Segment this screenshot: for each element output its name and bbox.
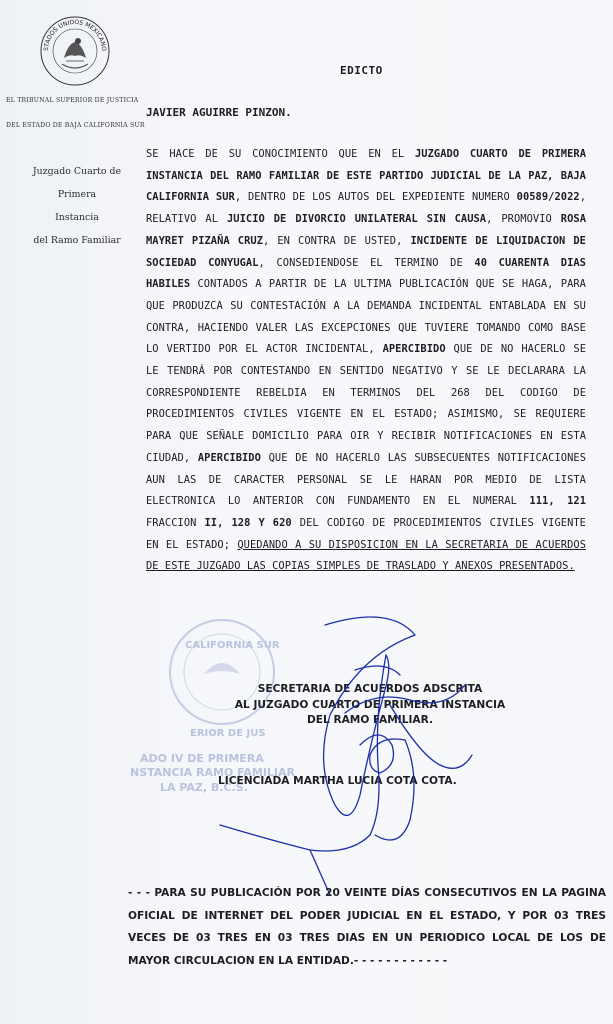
margin-line: del Ramo Familiar	[33, 235, 121, 246]
court-name-line-2: DEL ESTADO DE BAJA CALIFORNIA SUR	[6, 122, 145, 129]
margin-line: Primera	[57, 189, 97, 200]
body-text: , RELATIVO AL	[146, 191, 587, 226]
warning-word: APERCIBIDO	[197, 451, 261, 464]
addressee: JAVIER AGUIRRE PINZON.	[146, 106, 292, 119]
sign-line: AL JUZGADO CUARTO DE PRIMERA INSTANCIA	[234, 698, 506, 711]
stamp-text: ADO IV DE PRIMERA	[140, 752, 264, 765]
body-text: , EN CONTRA DE USTED,	[263, 234, 411, 247]
signature-block	[190, 682, 550, 729]
court-name: JUZGADO CUARTO DE PRIMERA INSTANCIA DEL RAMO FAMILIAR DE ESTE PARTIDO JUDICIAL DE LA PAZ, BAJA CALIFORNIA SUR	[146, 148, 586, 204]
publication-note: - - - PARA SU PUBLICACIÓN POR 20 VEINTE DÍAS CONSECUTIVOS EN LA PAGINA OFICIAL DE INTERNET DEL PODER JUDICIAL EN EL ESTADO, Y POR 03 TRES VECES DE 03 TRES EN 03 TRES DIAS EN UN PERIODICO LOCAL DE LOS DE MAYOR CIRCULACION EN LA ENTIDAD.- - - - - - - - - - - -	[128, 887, 606, 967]
sign-line: SECRETARIA DE ACUERDOS ADSCRITA	[257, 683, 483, 695]
term-days: 40 CUARENTA DIAS HABILES	[146, 256, 586, 291]
svg-text:ESTADOS UNIDOS MEXICANOS: STADOS UNIDOS MEXICANO	[42, 18, 108, 52]
stamp-text: NSTANCIA RAMO FAMILIAR	[130, 766, 296, 779]
margin-line: Instancia	[55, 212, 99, 223]
signer-name: LICENCIADA MARTHA LUCIA COTA COTA.	[218, 775, 457, 787]
edict-body	[146, 144, 586, 578]
body-text: , PROMOVIO	[486, 213, 561, 226]
coat-of-arms-seal	[38, 14, 112, 88]
plaintiff-name: ROSA MAYRET PIZAÑA CRUZ	[146, 213, 587, 247]
margin-line: Juzgado Cuarto de	[32, 166, 122, 177]
stamp-text: LA PAZ, B.C.S.	[160, 781, 248, 794]
sign-line: DEL RAMO FAMILIAR.	[306, 714, 434, 726]
body-text: SE HACE DE SU CONOCIMIENTO QUE EN EL	[146, 148, 415, 160]
margin-note	[22, 160, 132, 252]
court-name-line-1: EL TRIBUNAL SUPERIOR DE JUSTICIA	[6, 97, 139, 104]
article-numbers: II, 128 Y 620	[204, 516, 292, 529]
body-text: QUE DE NO HACERLO SE LE TENDRÁ POR CONTESTANDO EN SENTIDO NEGATIVO Y SE LE DECLARARA LA CORRESPONDIENTE REBELDIA EN TERMINOS DEL 268 DEL CODIGO DE PROCEDIMIENTOS CIVILES VIGENTE EN EL ESTADO; ASIMISMO, SE REQUIERE PARA QUE SEÑALE DOMICILIO PARA OIR Y RECIBIR NOTIFICACIONES EN ESTA CIUDAD,	[146, 343, 586, 464]
stamp-text: ERIOR DE JUS	[190, 728, 266, 739]
article-numbers: 111, 121	[529, 495, 587, 508]
warning-word: APERCIBIDO	[382, 343, 446, 356]
body-text: FRACCION	[146, 516, 205, 529]
case-number: 00589/2022	[516, 191, 580, 204]
underlined-text: QUEDANDO A SU DISPOSICION EN LA SECRETARIA DE ACUERDOS DE ESTE JUZGADO LAS COPIAS SIMPLES DE TRASLADO Y ANEXOS PRESENTADOS.	[146, 538, 586, 573]
case-type: JUICIO DE DIVORCIO UNILATERAL SIN CAUSA	[226, 213, 487, 226]
body-text: , DENTRO DE LOS AUTOS DEL EXPEDIENTE NUMERO	[234, 191, 517, 204]
body-text: CONTADOS A PARTIR DE LA ULTIMA PUBLICACIÓN QUE SE HAGA, PARA QUE PRODUZCA SU CONTESTACIÓN A LA DEMANDA INCIDENTAL ENTABLADA EN SU CONTRA, HACIENDO VALER LAS EXCEPCIONES QUE TUVIERE TOMANDO COMO BASE LO VERTIDO POR EL ACTOR INCIDENTAL,	[146, 278, 586, 356]
body-text: QUE DE NO HACERLO LAS SUBSECUENTES NOTIFICACIONES AUN LAS DE CARACTER PERSONAL SE LE HARAN POR MEDIO DE LISTA ELECTRONICA LO ANTERIOR CON FUNDAMENTO EN EL NUMERAL	[146, 451, 586, 508]
incident-type: INCIDENTE DE LIQUIDACION DE SOCIEDAD CONYUGAL	[146, 234, 586, 269]
stamp-text: CALIFORNIA SUR	[185, 640, 280, 651]
body-text: DEL CODIGO DE PROCEDIMIENTOS CIVILES VIGENTE EN EL ESTADO;	[146, 516, 586, 551]
body-text: , CONSEDIENDOSE EL TERMINO DE	[258, 256, 475, 269]
document-title: EDICTO	[340, 64, 383, 77]
